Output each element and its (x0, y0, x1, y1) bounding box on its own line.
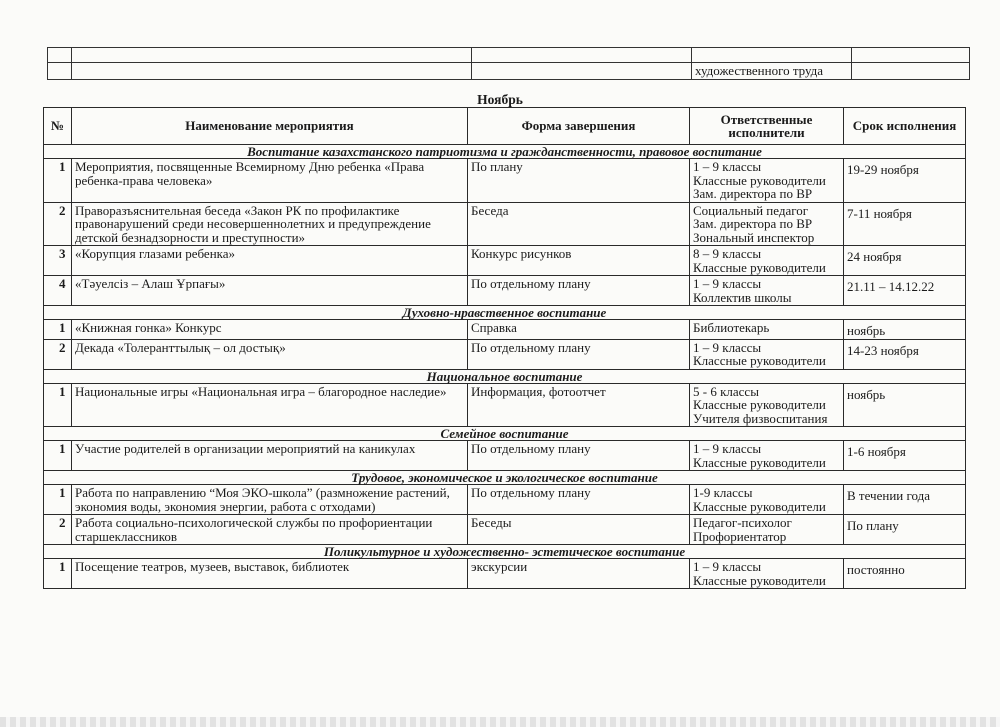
header-num: № (44, 108, 72, 145)
responsible-line: 1 – 9 классы (693, 559, 762, 574)
events-table (43, 107, 966, 589)
responsible-line: 1 – 9 классы (693, 339, 762, 355)
table-cell (852, 48, 970, 63)
responsible-line: 8 – 9 классы (693, 246, 762, 261)
table-cell (692, 48, 852, 63)
responsible-line: Социальный педагог (693, 202, 809, 218)
responsible-persons (690, 339, 844, 369)
previous-table-fragment (47, 47, 970, 80)
row-number: 2 (44, 515, 72, 545)
responsible-persons (690, 246, 844, 276)
event-name: «Книжная гонка» Конкурс (72, 320, 468, 340)
responsible-persons (690, 485, 844, 515)
section-title: Национальное воспитание (44, 369, 966, 383)
responsible-line: Педагог-психолог (693, 515, 792, 530)
responsible-persons (690, 383, 844, 427)
responsible-line: 1 – 9 классы (693, 441, 762, 456)
table-row (44, 320, 966, 340)
row-number: 1 (44, 320, 72, 340)
events-table-body (44, 145, 966, 589)
table-row (44, 441, 966, 471)
table-row (44, 276, 966, 306)
completion-form: По отдельному плану (468, 485, 690, 515)
responsible-line: Учителя физвоспитания (693, 410, 828, 426)
responsible-line: Классные руководители (693, 572, 826, 588)
deadline: 7-11 ноября (844, 202, 966, 246)
responsible-persons (690, 276, 844, 306)
responsible-line: Зональный инспектор (693, 229, 815, 245)
deadline: 24 ноября (844, 246, 966, 276)
event-name: Мероприятия, посвященные Всемирному Дню ребенка «Права ребенка-права человека» (72, 159, 468, 203)
completion-form: По плану (468, 159, 690, 203)
deadline: ноябрь (844, 320, 966, 340)
responsible-line: Классные руководители (693, 454, 826, 470)
row-number: 1 (44, 559, 72, 589)
month-title: Ноябрь (477, 92, 523, 107)
table-cell: художественного труда (692, 63, 852, 80)
section-header-row (44, 145, 966, 159)
row-number: 1 (44, 485, 72, 515)
header-responsible: Ответственные исполнители (690, 108, 844, 145)
completion-form: Справка (468, 320, 690, 340)
table-cell (72, 48, 472, 63)
row-number: 1 (44, 441, 72, 471)
table-cell (72, 63, 472, 80)
responsible-line: Зам. директора по ВР (693, 216, 813, 231)
row-number: 2 (44, 202, 72, 246)
header-deadline: Срок исполнения (844, 108, 966, 145)
deadline: 19-29 ноября (844, 159, 966, 203)
section-header-row (44, 471, 966, 485)
responsible-line: 5 - 6 классы (693, 383, 759, 399)
deadline: 1-6 ноября (844, 441, 966, 471)
completion-form: Беседа (468, 202, 690, 246)
completion-form: Конкурс рисунков (468, 246, 690, 276)
completion-form: По отдельному плану (468, 339, 690, 369)
deadline: постоянно (844, 559, 966, 589)
responsible-persons (690, 320, 844, 340)
table-cell (852, 63, 970, 80)
row-number: 4 (44, 276, 72, 306)
section-header-row (44, 545, 966, 559)
table-row (44, 515, 966, 545)
row-number: 1 (44, 159, 72, 203)
table-row (44, 159, 966, 203)
responsible-persons (690, 159, 844, 203)
section-title: Поликультурное и художественно- эстетическое воспитание (44, 545, 966, 559)
completion-form: Беседы (468, 515, 690, 545)
responsible-persons (690, 515, 844, 545)
event-name: Работа по направлению “Моя ЭКО-школа” (размножение растений, экономия воды, экономия энергии, работа с отходами) (72, 485, 468, 515)
event-name: Участие родителей в организации мероприятий на каникулах (72, 441, 468, 471)
deadline: 14-23 ноября (844, 339, 966, 369)
deadline: По плану (844, 515, 966, 545)
table-cell (48, 63, 72, 80)
event-name: Декада «Толеранттылық – ол достық» (72, 339, 468, 369)
event-name: Работа социально-психологической службы по профориентации старшеклассников (72, 515, 468, 545)
table-row (44, 559, 966, 589)
header-row (44, 108, 966, 145)
responsible-line: Классные руководители (693, 259, 826, 275)
responsible-persons (690, 441, 844, 471)
row-number: 1 (44, 383, 72, 427)
table-row (44, 485, 966, 515)
responsible-line: Профориентатор (693, 528, 787, 544)
event-name: «Тәуелсіз – Алаш Ұрпағы» (72, 276, 468, 306)
table-row (44, 339, 966, 369)
event-name: Национальные игры «Национальная игра – благородное наследие» (72, 383, 468, 427)
responsible-line: Классные руководители (693, 172, 826, 188)
responsible-line: 1-9 классы (693, 485, 753, 500)
section-title: Духовно-нравственное воспитание (44, 306, 966, 320)
section-header-row (44, 306, 966, 320)
section-header-row (44, 369, 966, 383)
responsible-line: 1 – 9 классы (693, 276, 762, 291)
completion-form: Информация, фотоотчет (468, 383, 690, 427)
completion-form: По отдельному плану (468, 441, 690, 471)
table-cell (472, 48, 692, 63)
responsible-line: Зам. директора по ВР (693, 186, 813, 201)
row-number: 2 (44, 339, 72, 369)
responsible-line: Коллектив школы (693, 289, 792, 305)
section-title: Трудовое, экономическое и экологическое воспитание (44, 471, 966, 485)
header-name: Наименование мероприятия (72, 108, 468, 145)
scan-edge-strip (0, 717, 1000, 727)
event-name: «Корупция глазами ребенка» (72, 246, 468, 276)
section-title: Воспитание казахстанского патриотизма и гражданственности, правовое воспитание (44, 145, 966, 159)
responsible-line: Классные руководители (693, 498, 826, 514)
row-number: 3 (44, 246, 72, 276)
table-row (44, 246, 966, 276)
responsible-persons (690, 559, 844, 589)
responsible-persons (690, 202, 844, 246)
responsible-line: Библиотекарь (693, 320, 770, 335)
deadline: В течении года (844, 485, 966, 515)
responsible-line: Классные руководители (693, 353, 826, 368)
event-name: Праворазъяснительная беседа «Закон РК по профилактике правонарушений среди несовершеннолетних и предупреждение детской безнадзорности и преступности» (72, 202, 468, 246)
event-name: Посещение театров, музеев, выставок, библиотек (72, 559, 468, 589)
deadline: 21.11 – 14.12.22 (844, 276, 966, 306)
section-header-row (44, 427, 966, 441)
header-form: Форма завершения (468, 108, 690, 145)
completion-form: экскурсии (468, 559, 690, 589)
table-row (44, 383, 966, 427)
table-cell (48, 48, 72, 63)
deadline: ноябрь (844, 383, 966, 427)
responsible-line: 1 – 9 классы (693, 159, 762, 174)
completion-form: По отдельному плану (468, 276, 690, 306)
section-title: Семейное воспитание (44, 427, 966, 441)
responsible-line: Классные руководители (693, 397, 826, 412)
table-row (48, 48, 970, 63)
table-row (48, 63, 970, 80)
table-cell (472, 63, 692, 80)
table-row (44, 202, 966, 246)
